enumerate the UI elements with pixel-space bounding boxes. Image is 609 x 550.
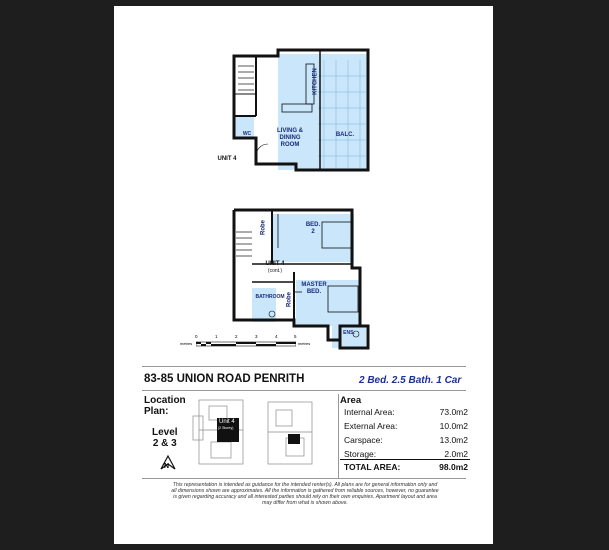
area-label: External Area: [344, 421, 398, 431]
area-value: 13.0m2 [439, 435, 468, 445]
location-plan-map-2 [262, 398, 318, 468]
balcony-label: BALC. [335, 132, 355, 138]
property-address: 83-85 UNION ROAD PENRITH [144, 373, 305, 385]
ensuite-label: ENS. [343, 330, 355, 336]
unit-tag: Unit 4 [219, 419, 235, 425]
divider [142, 478, 466, 479]
bathroom-label: BATHROOM [255, 294, 285, 300]
floorplan-sheet [114, 6, 493, 544]
divider [338, 394, 339, 478]
area-value: 10.0m2 [439, 421, 468, 431]
lower-unit-label: UNIT 4 [265, 261, 285, 267]
north-arrow-icon [158, 454, 178, 472]
robe-2-label: Robe [286, 292, 293, 307]
area-label: Storage: [344, 449, 377, 459]
scale-tick: 2 [235, 334, 238, 339]
svg-text:N: N [164, 463, 170, 470]
scale-unit-left: metres [180, 341, 193, 346]
disclaimer: This representation is intended as guidance for the intended renter(s). All plans are for general information only and all dimensions shown are approximates. All the information is gathered from reliable sources, however, no guarantee is given regarding accuracy and all interested parties should rely on their own enquiries. Apartment layout and area may differ from what is shown above. [171, 482, 439, 506]
total-rule [340, 459, 470, 460]
level-label: Level 2 & 3 [152, 427, 178, 449]
unit-tag-sub: (2 Storey) [218, 426, 234, 430]
scale-tick: 4 [275, 334, 278, 339]
upper-floor-plan [232, 46, 372, 176]
scale-bar [196, 340, 296, 348]
scale-tick: 1 [215, 334, 218, 339]
divider [142, 390, 466, 391]
living-dining-label: LIVING & DINING ROOM [276, 128, 303, 148]
upper-unit-label: UNIT 4 [217, 156, 237, 162]
property-spec: 2 Bed. 2.5 Bath. 1 Car [359, 375, 462, 386]
divider [142, 366, 466, 367]
wc-label: WC [242, 131, 252, 137]
total-area-value: 98.0m2 [439, 462, 468, 472]
scale-tick: 5 [294, 334, 297, 339]
bed-2-label: BED. 2 [305, 222, 321, 235]
scale-tick: 0 [195, 334, 198, 339]
area-value: 73.0m2 [439, 407, 468, 417]
area-row-carspace [344, 435, 468, 445]
area-row-internal [344, 407, 468, 417]
area-heading: Area [340, 395, 362, 406]
lower-unit-note: (cont.) [267, 268, 283, 274]
area-row-external [344, 421, 468, 431]
area-row-storage [344, 449, 468, 459]
master-bed-label: MASTER BED. [301, 282, 327, 295]
area-label: Internal Area: [344, 407, 395, 417]
location-plan-map-1 [189, 396, 249, 472]
area-value: 2.0m2 [444, 449, 468, 459]
scale-ticks [196, 334, 296, 340]
total-area-label: TOTAL AREA: [344, 462, 401, 472]
kitchen-label: KITCHEN [312, 68, 319, 95]
location-plan-label: Location Plan: [144, 395, 186, 417]
scale-unit-right: metres [298, 341, 311, 346]
scale-tick: 3 [255, 334, 258, 339]
area-row-total [344, 462, 468, 472]
area-label: Carspace: [344, 435, 383, 445]
robe-1-label: Robe [260, 220, 267, 235]
